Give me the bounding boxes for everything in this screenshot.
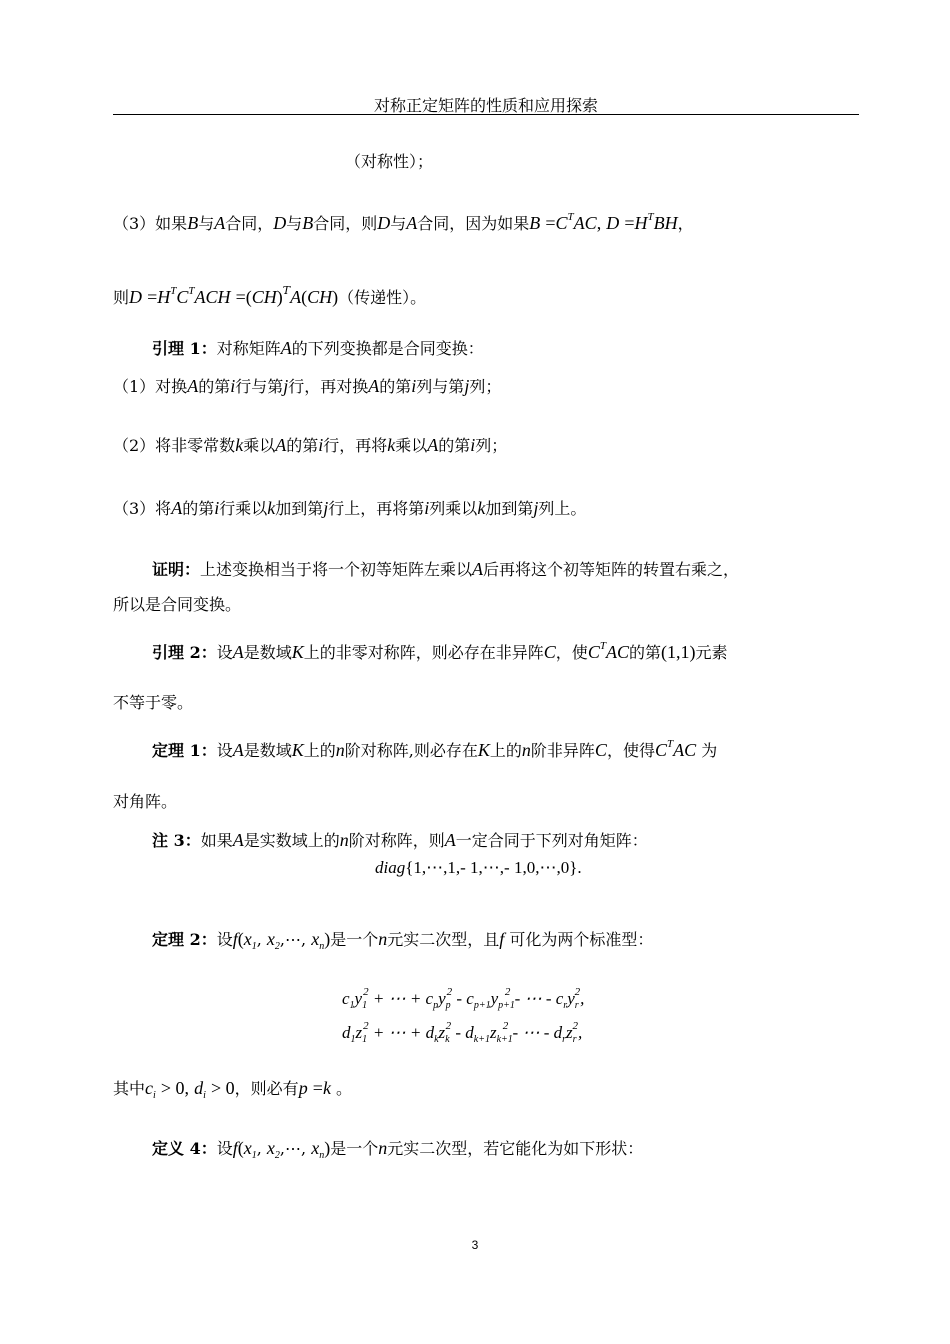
- page-number: 3: [471, 1238, 479, 1252]
- text-line: 则$D =H^TC^TACH =(CH)^TA(CH)$（传递性）。: [113, 284, 427, 307]
- proof: 证明：上述变换相当于将一个初等矩阵左乘以A后再将这个初等矩阵的转置右乘之，: [152, 559, 740, 579]
- diag-equation: diag{1,⋯,1,- 1,⋯,- 1,0,⋯,0}.: [375, 858, 582, 877]
- list-item: （2）将非零常数k乘以A的第i行，再将k乘以A的第i列；: [113, 435, 508, 455]
- text-line: （对称性）；: [345, 152, 434, 171]
- list-item: （1）对换A的第i行与第j行，再对换A的第i列与第j列；: [113, 376, 502, 396]
- theorem2: 定理 2：设$f(x_1$, $x_2,\cdots$, $x_n$)是一个n元实二次型，且f 可化为两个标准型：: [152, 929, 654, 952]
- standard-form-1: $c_1y_1^2$ + ⋯ + $c_py_p^2 - c_{p+1}y_{p+1}^2$ - ⋯ - $c_ry_r^2$,: [342, 986, 585, 1011]
- header-rule: [113, 114, 859, 115]
- list-item: （3）将A的第i行乘以k加到第j行上，再将第i列乘以k加到第j列上。: [113, 498, 587, 518]
- where-clause: 其中$c_i > 0$, $d_i > 0$，则必有p =k 。: [113, 1078, 353, 1101]
- theorem1-cont: 对角阵。: [113, 792, 178, 811]
- proof-cont: 所以是合同变换。: [113, 595, 242, 614]
- theorem1: 定理 1：设A是数域K上的n阶对称阵,则必存在K上的n阶非异阵C，使得$C^TAC$ 为: [152, 738, 718, 760]
- page-header: 对称正定矩阵的性质和应用探索: [373, 96, 598, 115]
- standard-form-2: $d_1z_1^2$ + ⋯ + $d_kz_k^2 - d_{k+1}z_{k+1}^2$ - ⋯ - $d_rz_r^2$,: [342, 1020, 583, 1045]
- text-line: （3）如果B与A合同，D与B合同，则D与A合同，因为如果$B =C^TAC$, $D =H^TBH$，: [113, 211, 694, 233]
- lemma2: 引理 2：设A是数域K上的非零对称阵，则必存在非异阵C，使$C^TAC$的第(1,1)元素: [152, 640, 728, 662]
- lemma2-cont: 不等于零。: [113, 693, 194, 712]
- definition4: 定义 4：设$f(x_1$, $x_2,\cdots$, $x_n$)是一个n元实二次型，若它能化为如下形状：: [152, 1138, 644, 1161]
- note3: 注 3：如果A是实数域上的n阶对称阵，则A一定合同于下列对角矩阵：: [152, 830, 648, 850]
- lemma1: 引理 1：对称矩阵A的下列变换都是合同变换：: [152, 338, 484, 358]
